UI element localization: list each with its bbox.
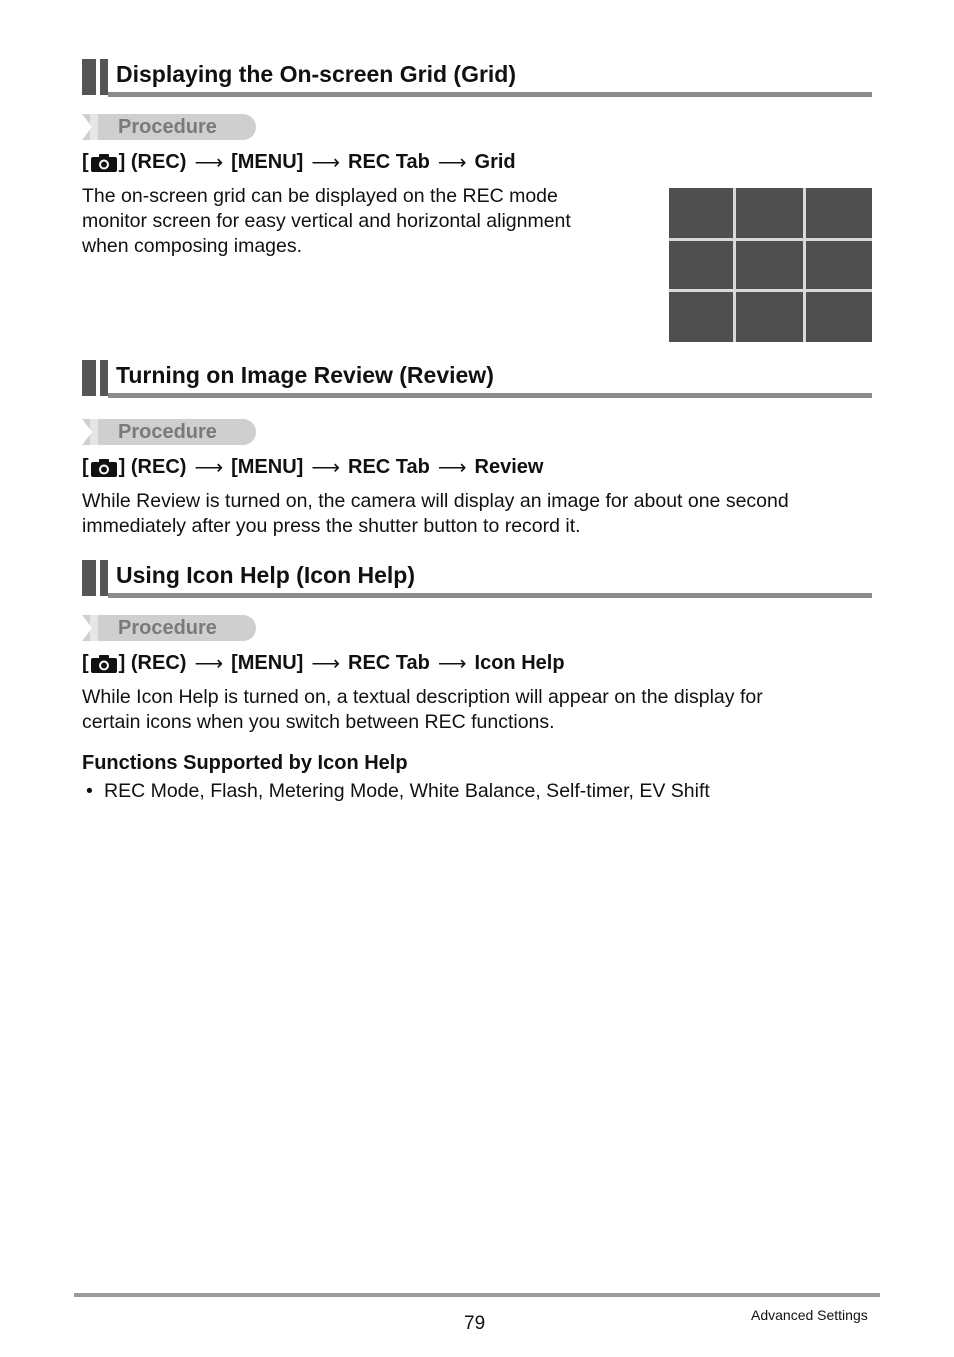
arrow-right-icon: ⟶ [437, 653, 467, 675]
list-item: • REC Mode, Flash, Metering Mode, White Balance, Self-timer, EV Shift [86, 780, 710, 802]
header-rule [108, 393, 872, 398]
procedure-badge [82, 615, 256, 641]
section-title: Turning on Image Review (Review) [116, 362, 494, 388]
camera-icon [90, 458, 118, 478]
arrow-right-icon: ⟶ [194, 653, 224, 675]
section-header-icon-help [82, 560, 872, 598]
footer-rule [74, 1293, 880, 1297]
camera-icon [90, 153, 118, 173]
header-bar [100, 560, 108, 596]
arrow-right-icon: ⟶ [311, 653, 340, 675]
procedure-badge [82, 114, 256, 140]
grid-illustration [669, 188, 872, 342]
arrow-right-icon: ⟶ [311, 152, 340, 174]
camera-icon [90, 654, 118, 674]
arrow-right-icon: ⟶ [311, 457, 340, 479]
header-rule [108, 92, 872, 97]
body-paragraph: While Icon Help is turned on, a textual description will appear on the display for certain icons when you switch between REC functions. [82, 686, 763, 733]
body-paragraph: While Review is turned on, the camera will display an image for about one second immediately after you press the shutter button to record it. [82, 490, 789, 537]
footer-section-name: Advanced Settings [751, 1307, 868, 1323]
menu-path: [ ] (REC) ⟶ [MENU] ⟶ REC Tab ⟶ Icon Help [82, 652, 565, 675]
arrow-right-icon: ⟶ [194, 152, 224, 174]
functions-heading: Functions Supported by Icon Help [82, 752, 408, 774]
procedure-badge [82, 419, 256, 445]
header-bar [82, 560, 96, 596]
menu-path: [ ] (REC) ⟶ [MENU] ⟶ REC Tab ⟶ Review [82, 456, 544, 479]
menu-path: [ ] (REC) ⟶ [MENU] ⟶ REC Tab ⟶ Grid [82, 151, 516, 174]
bullet-icon: • [86, 780, 93, 802]
header-bar [82, 360, 96, 396]
arrow-right-icon: ⟶ [194, 457, 224, 479]
procedure-label: Procedure [118, 116, 217, 138]
section-header-grid [82, 59, 872, 97]
header-bar [100, 59, 108, 95]
header-rule [108, 593, 872, 598]
section-title: Displaying the On-screen Grid (Grid) [116, 61, 517, 87]
procedure-label: Procedure [118, 421, 217, 443]
body-paragraph: The on-screen grid can be displayed on the REC mode monitor screen for easy vertical and horizontal alignment when composing images. [82, 185, 571, 257]
arrow-right-icon: ⟶ [437, 457, 467, 479]
section-header-review [82, 360, 872, 398]
header-bar [100, 360, 108, 396]
page-number: 79 [464, 1313, 486, 1334]
arrow-right-icon: ⟶ [437, 152, 467, 174]
procedure-label: Procedure [118, 617, 217, 639]
header-bar [82, 59, 96, 95]
section-title: Using Icon Help (Icon Help) [116, 562, 416, 588]
